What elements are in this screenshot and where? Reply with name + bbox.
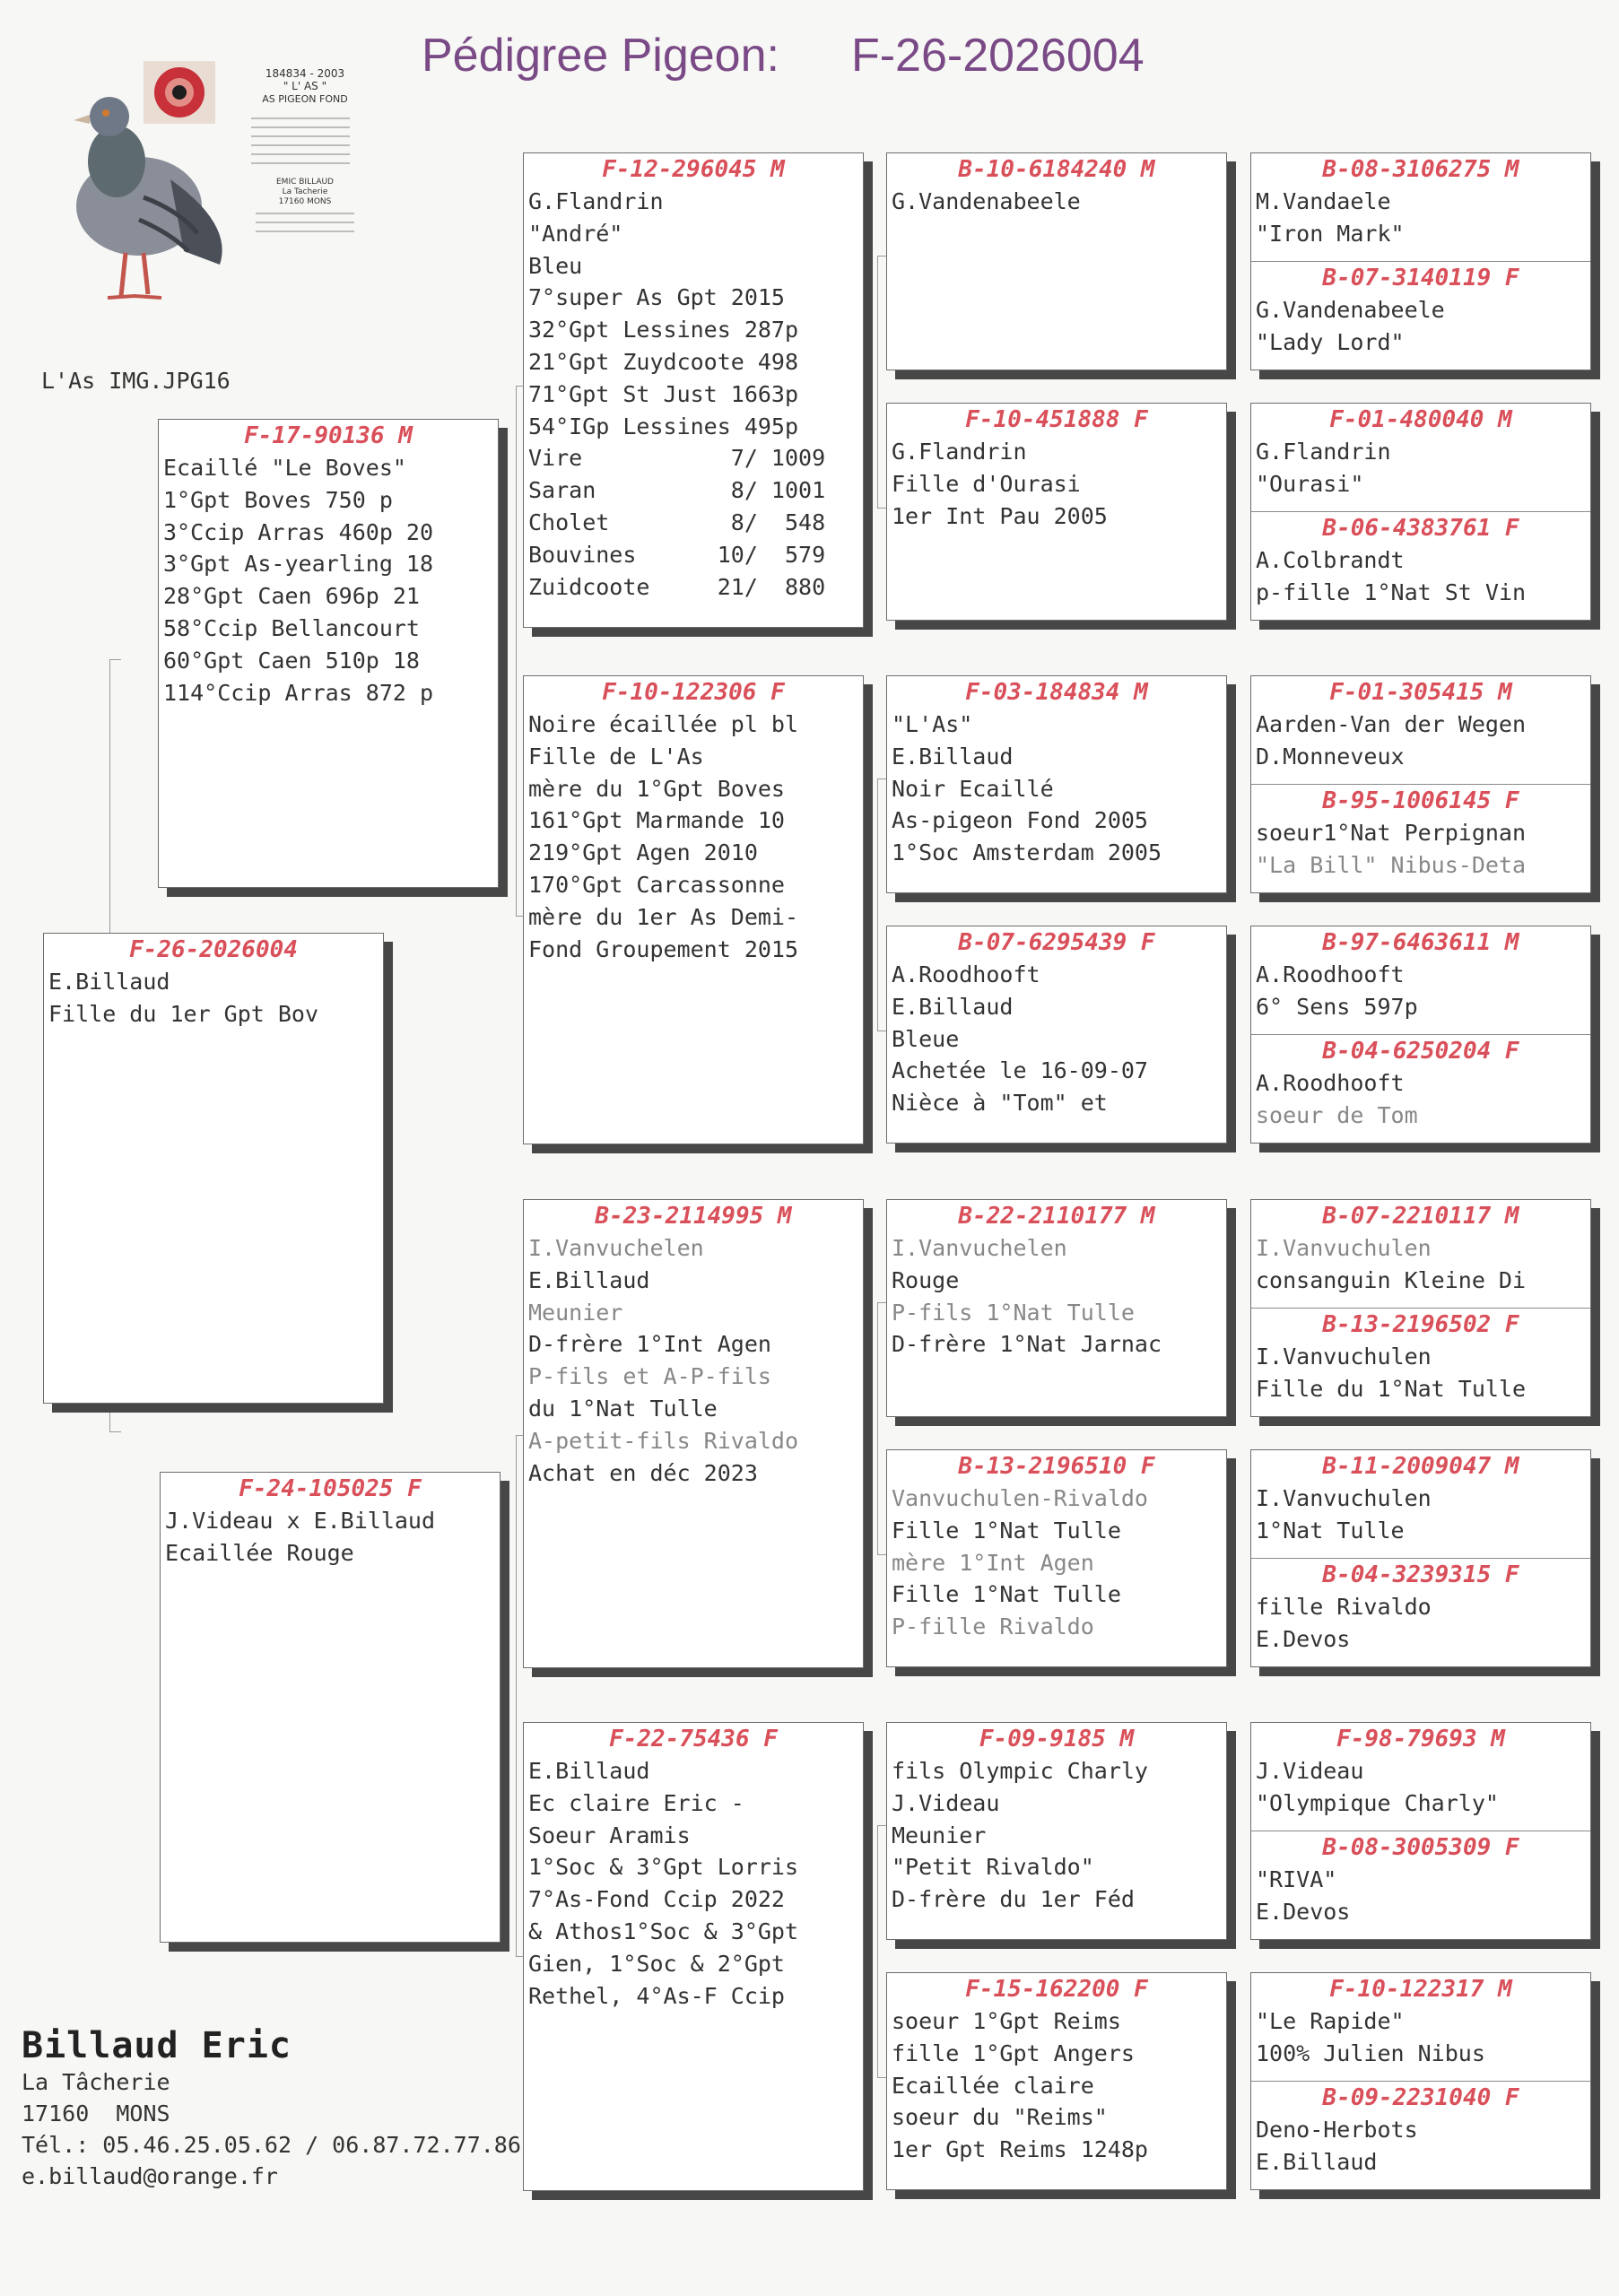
photo-tag-line-3: AS PIGEON FOND — [262, 93, 348, 105]
great-grandparent-line: As-pigeon Fond 2005 — [892, 807, 1148, 834]
great-grandparent-line: D-frère 1°Nat Jarnac — [892, 1331, 1162, 1358]
ggg-line: A.Colbrandt — [1256, 547, 1405, 573]
grandparent-line: Gien, 1°Soc & 2°Gpt — [528, 1950, 785, 1977]
grandparent-line: mère du 1er As Demi- — [528, 903, 799, 930]
great-grandparent-line: fille 1°Gpt Angers — [892, 2039, 1135, 2066]
owner-address-line: 17160 MONS — [22, 2100, 170, 2126]
grandparent-line: 7°super As Gpt 2015 — [528, 284, 785, 311]
ggg-line: E.Devos — [1256, 1898, 1351, 1925]
owner-phone: Tél.: 05.46.25.05.62 / 06.87.72.77.86 — [22, 2132, 521, 2158]
great-grandparent-ring: F-10-451888 F — [965, 406, 1148, 433]
ggg-line: "La Bill" Nibus-Deta — [1256, 851, 1527, 878]
ggg-line: I.Vanvuchulen — [1256, 1485, 1432, 1511]
ggg-ring-male: B-08-3106275 M — [1322, 156, 1519, 183]
grandparent-line: G.Flandrin — [528, 188, 664, 214]
owner-block — [22, 2025, 521, 2192]
grandparent-line: Meunier — [528, 1299, 623, 1326]
ggg-line: "RIVA" — [1256, 1866, 1337, 1892]
grandparent-ring: F-12-296045 M — [602, 156, 785, 183]
ggg-line: p-fille 1°Nat St Vin — [1256, 578, 1527, 605]
ggg-line: Fille du 1°Nat Tulle — [1256, 1375, 1527, 1402]
grandparent-line: Noire écaillée pl bl — [528, 711, 799, 737]
ggg-line: A.Roodhooft — [1256, 1070, 1405, 1096]
title-ring: F-26-2026004 — [850, 30, 1145, 82]
ggg-divider — [1251, 1831, 1590, 1928]
great-grandparent-line: Rouge — [892, 1266, 960, 1293]
great-grandparent-line: fils Olympic Charly — [892, 1758, 1148, 1784]
great-great-grandparent-box — [1250, 926, 1591, 1144]
great-grandparent-line: 1er Gpt Reims 1248p — [892, 2136, 1148, 2163]
grandparent-line: Cholet 8/ 548 — [528, 509, 826, 535]
great-grandparent-box — [886, 675, 1227, 893]
ggg-line: "Le Rapide" — [1256, 2008, 1405, 2034]
great-grandparent-line: G.Vandenabeele — [892, 188, 1081, 214]
owner-name: Billaud Eric — [22, 2025, 292, 2066]
great-grandparent-box — [886, 926, 1227, 1144]
great-grandparent-box — [886, 1972, 1227, 2190]
great-great-grandparent-box — [1250, 675, 1591, 893]
grandparent-box — [523, 152, 864, 628]
ggg-line: soeur1°Nat Perpignan — [1256, 820, 1527, 846]
ggg-line: consanguin Kleine Di — [1256, 1266, 1527, 1293]
great-grandparent-line: G.Flandrin — [892, 439, 1027, 465]
grandparent-line: 170°Gpt Carcassonne — [528, 871, 785, 898]
great-grandparent-line: D-frère du 1er Féd — [892, 1886, 1135, 1913]
great-grandparent-line: Achetée le 16-09-07 — [892, 1057, 1148, 1084]
ggg-line: Aarden-Van der Wegen — [1256, 711, 1527, 737]
grandparent-line: "André" — [528, 220, 623, 247]
great-grandparent-line: Bleue — [892, 1025, 960, 1052]
grandparent-line: 32°Gpt Lessines 287p — [528, 317, 799, 344]
grandparent-box — [523, 675, 864, 1144]
ggg-ring-female: B-06-4383761 F — [1322, 515, 1519, 542]
sire-line: 3°Gpt As-yearling 18 — [163, 551, 434, 578]
ggg-line: J.Videau — [1256, 1758, 1364, 1784]
pigeon-photo — [36, 54, 377, 323]
grandparent-line: P-fils et A-P-fils — [528, 1363, 771, 1390]
page-title — [422, 29, 1145, 83]
great-grandparent-ring: F-09-9185 M — [979, 1726, 1135, 1752]
ggg-ring-male: F-01-480040 M — [1329, 406, 1512, 433]
great-grandparent-line: P-fille Rivaldo — [892, 1613, 1094, 1640]
grandparent-ring: B-23-2114995 M — [595, 1203, 792, 1230]
ggg-line: M.Vandaele — [1256, 188, 1391, 214]
ggg-ring-female: B-95-1006145 F — [1322, 787, 1519, 814]
ggg-ring-male: F-98-79693 M — [1336, 1726, 1505, 1752]
photo-owner-line-1: EMIC BILLAUD — [276, 178, 334, 187]
grandparent-line: Fond Groupement 2015 — [528, 935, 799, 962]
subject-box — [43, 933, 384, 1404]
ggg-line: "Olympique Charly" — [1256, 1789, 1499, 1816]
sire-line: 28°Gpt Caen 696p 21 — [163, 583, 420, 610]
ggg-ring-male: F-10-122317 M — [1329, 1976, 1512, 2003]
ggg-divider — [1251, 261, 1590, 359]
great-grandparent-line: soeur 1°Gpt Reims — [892, 2008, 1121, 2034]
great-grandparent-ring: B-22-2110177 M — [958, 1203, 1155, 1230]
photo-tag-line-2: " L' AS " — [283, 80, 327, 92]
ggg-ring-female: B-07-3140119 F — [1322, 265, 1519, 291]
ggg-line: A.Roodhooft — [1256, 961, 1405, 987]
ggg-divider — [1251, 784, 1590, 882]
great-great-grandparent-box — [1250, 152, 1591, 370]
great-grandparent-box — [886, 1199, 1227, 1417]
grandparent-line: 71°Gpt St Just 1663p — [528, 380, 799, 407]
great-grandparent-line: Nièce à "Tom" et — [892, 1090, 1108, 1117]
grandparent-line: 161°Gpt Marmande 10 — [528, 807, 785, 834]
owner-address-line: La Tâcherie — [22, 2069, 170, 2095]
dam-box — [160, 1472, 500, 1943]
grandparent-line: A-petit-fils Rivaldo — [528, 1427, 799, 1454]
sire-line: 1°Gpt Boves 750 p — [163, 486, 393, 513]
great-great-grandparent-box — [1250, 403, 1591, 621]
great-grandparent-ring: F-15-162200 F — [965, 1976, 1148, 2003]
grandparent-box — [523, 1199, 864, 1668]
great-grandparent-line: mère 1°Int Agen — [892, 1549, 1094, 1576]
sire-line: Ecaillé "Le Boves" — [163, 455, 406, 481]
great-grandparent-line: Meunier — [892, 1822, 987, 1848]
grandparent-line: & Athos1°Soc & 3°Gpt — [528, 1918, 799, 1944]
ggg-ring-female: B-13-2196502 F — [1322, 1311, 1519, 1338]
grandparent-ring: F-22-75436 F — [609, 1726, 778, 1752]
great-great-grandparent-box — [1250, 1972, 1591, 2190]
ggg-line: soeur de Tom — [1256, 1101, 1418, 1128]
grandparent-line: Soeur Aramis — [528, 1822, 691, 1848]
grandparent-line: 219°Gpt Agen 2010 — [528, 839, 758, 866]
ggg-line: D.Monneveux — [1256, 743, 1405, 770]
grandparent-line: Ec claire Eric - — [528, 1789, 744, 1816]
great-great-grandparent-box — [1250, 1449, 1591, 1667]
great-grandparent-ring: B-10-6184240 M — [958, 156, 1155, 183]
grandparent-line: 1°Soc & 3°Gpt Lorris — [528, 1854, 799, 1881]
grandparent-line: Vire 7/ 1009 — [528, 445, 826, 472]
grandparent-line: 54°IGp Lessines 495p — [528, 413, 799, 439]
sire-line: 58°Ccip Bellancourt — [163, 614, 420, 641]
great-great-grandparent-box — [1250, 1722, 1591, 1940]
photo-caption: L'As IMG.JPG16 — [41, 368, 231, 394]
grandparent-line: I.Vanvuchelen — [528, 1235, 704, 1261]
ggg-divider — [1251, 1558, 1590, 1656]
ggg-line: G.Vandenabeele — [1256, 297, 1445, 323]
grandparent-line: mère du 1°Gpt Boves — [528, 775, 785, 802]
great-grandparent-line: Noir Ecaillé — [892, 775, 1054, 802]
ggg-line: 100% Julien Nibus — [1256, 2039, 1485, 2066]
subject-line: Fille du 1er Gpt Bov — [48, 1000, 319, 1027]
title-label: Pédigree Pigeon: — [422, 30, 779, 82]
great-grandparent-line: "Petit Rivaldo" — [892, 1854, 1094, 1881]
grandparent-box — [523, 1722, 864, 2191]
grandparent-line: Achat en déc 2023 — [528, 1459, 758, 1486]
great-grandparent-box — [886, 403, 1227, 621]
subject-ring: F-26-2026004 — [129, 936, 298, 963]
ggg-line: fille Rivaldo — [1256, 1594, 1432, 1620]
great-grandparent-line: 1°Soc Amsterdam 2005 — [892, 839, 1162, 866]
grandparent-line: E.Billaud — [528, 1266, 650, 1293]
ggg-divider — [1251, 1034, 1590, 1132]
ggg-divider — [1251, 2081, 1590, 2179]
ggg-line: "Iron Mark" — [1256, 220, 1405, 247]
grandparent-line: D-frère 1°Int Agen — [528, 1331, 771, 1358]
great-grandparent-line: I.Vanvuchelen — [892, 1235, 1067, 1261]
ggg-line: Deno-Herbots — [1256, 2117, 1418, 2143]
great-grandparent-box — [886, 1449, 1227, 1667]
photo-tag-line-1: 184834 - 2003 — [265, 67, 345, 80]
ggg-ring-male: B-11-2009047 M — [1322, 1453, 1519, 1480]
grandparent-line: Bleu — [528, 252, 583, 279]
dam-line: Ecaillée Rouge — [165, 1539, 354, 1566]
ggg-line: "Ourasi" — [1256, 470, 1364, 497]
grandparent-line: Fille de L'As — [528, 743, 704, 770]
grandparent-line: Rethel, 4°As-F Ccip — [528, 1982, 785, 2009]
ggg-line: I.Vanvuchulen — [1256, 1344, 1432, 1370]
ggg-line: E.Billaud — [1256, 2148, 1378, 2175]
dam-line: J.Videau x E.Billaud — [165, 1508, 436, 1534]
great-grandparent-line: Ecaillée claire — [892, 2072, 1094, 2099]
great-grandparent-ring: F-03-184834 M — [965, 679, 1148, 706]
great-grandparent-ring: B-07-6295439 F — [958, 929, 1155, 956]
sire-ring: F-17-90136 M — [244, 422, 413, 449]
ggg-ring-female: B-04-3239315 F — [1322, 1561, 1519, 1588]
grandparent-ring: F-10-122306 F — [602, 679, 785, 706]
ggg-line: E.Devos — [1256, 1625, 1351, 1652]
ggg-ring-male: F-01-305415 M — [1329, 679, 1512, 706]
great-grandparent-line: Fille d'Ourasi — [892, 470, 1081, 497]
ggg-ring-female: B-08-3005309 F — [1322, 1834, 1519, 1861]
ggg-divider — [1251, 511, 1590, 609]
sire-line: 60°Gpt Caen 510p 18 — [163, 647, 420, 674]
ggg-line: "Lady Lord" — [1256, 328, 1405, 355]
great-grandparent-box — [886, 152, 1227, 370]
grandparent-line: Bouvines 10/ 579 — [528, 541, 826, 568]
grandparent-line: Saran 8/ 1001 — [528, 477, 826, 504]
sire-line: 3°Ccip Arras 460p 20 — [163, 518, 434, 545]
photo-owner-line-3: 17160 MONS — [278, 197, 332, 206]
ggg-line: 6° Sens 597p — [1256, 993, 1418, 1020]
great-grandparent-line: "L'As" — [892, 711, 973, 737]
ggg-line: I.Vanvuchulen — [1256, 1235, 1432, 1261]
grandparent-line: 21°Gpt Zuydcoote 498 — [528, 348, 799, 375]
great-grandparent-line: soeur du "Reims" — [892, 2104, 1108, 2131]
great-great-grandparent-box — [1250, 1199, 1591, 1417]
great-grandparent-line: A.Roodhooft — [892, 961, 1040, 987]
grandparent-line: Zuidcoote 21/ 880 — [528, 573, 826, 600]
grandparent-line: E.Billaud — [528, 1758, 650, 1784]
ggg-divider — [1251, 1308, 1590, 1405]
sire-box — [158, 419, 499, 888]
ggg-line: 1°Nat Tulle — [1256, 1517, 1405, 1544]
owner-email: e.billaud@orange.fr — [22, 2163, 278, 2189]
ggg-ring-female: B-04-6250204 F — [1322, 1038, 1519, 1065]
subject-line: E.Billaud — [48, 969, 170, 995]
great-grandparent-box — [886, 1722, 1227, 1940]
great-grandparent-line: P-fils 1°Nat Tulle — [892, 1299, 1135, 1326]
dam-ring: F-24-105025 F — [239, 1475, 422, 1502]
grandparent-line: 7°As-Fond Ccip 2022 — [528, 1886, 785, 1913]
great-grandparent-line: 1er Int Pau 2005 — [892, 502, 1108, 529]
ggg-ring-male: B-97-6463611 M — [1322, 929, 1519, 956]
great-grandparent-line: E.Billaud — [892, 993, 1014, 1020]
great-grandparent-line: E.Billaud — [892, 743, 1014, 770]
great-grandparent-line: Vanvuchulen-Rivaldo — [892, 1485, 1148, 1511]
photo-owner-line-2: La Tacherie — [282, 187, 328, 196]
great-grandparent-ring: B-13-2196510 F — [958, 1453, 1155, 1480]
great-grandparent-line: Fille 1°Nat Tulle — [892, 1517, 1121, 1544]
sire-line: 114°Ccip Arras 872 p — [163, 679, 434, 706]
great-grandparent-line: Fille 1°Nat Tulle — [892, 1581, 1121, 1608]
ggg-ring-male: B-07-2210117 M — [1322, 1203, 1519, 1230]
ggg-ring-female: B-09-2231040 F — [1322, 2084, 1519, 2111]
grandparent-line: du 1°Nat Tulle — [528, 1395, 718, 1422]
great-grandparent-line: J.Videau — [892, 1789, 1000, 1816]
ggg-line: G.Flandrin — [1256, 439, 1391, 465]
